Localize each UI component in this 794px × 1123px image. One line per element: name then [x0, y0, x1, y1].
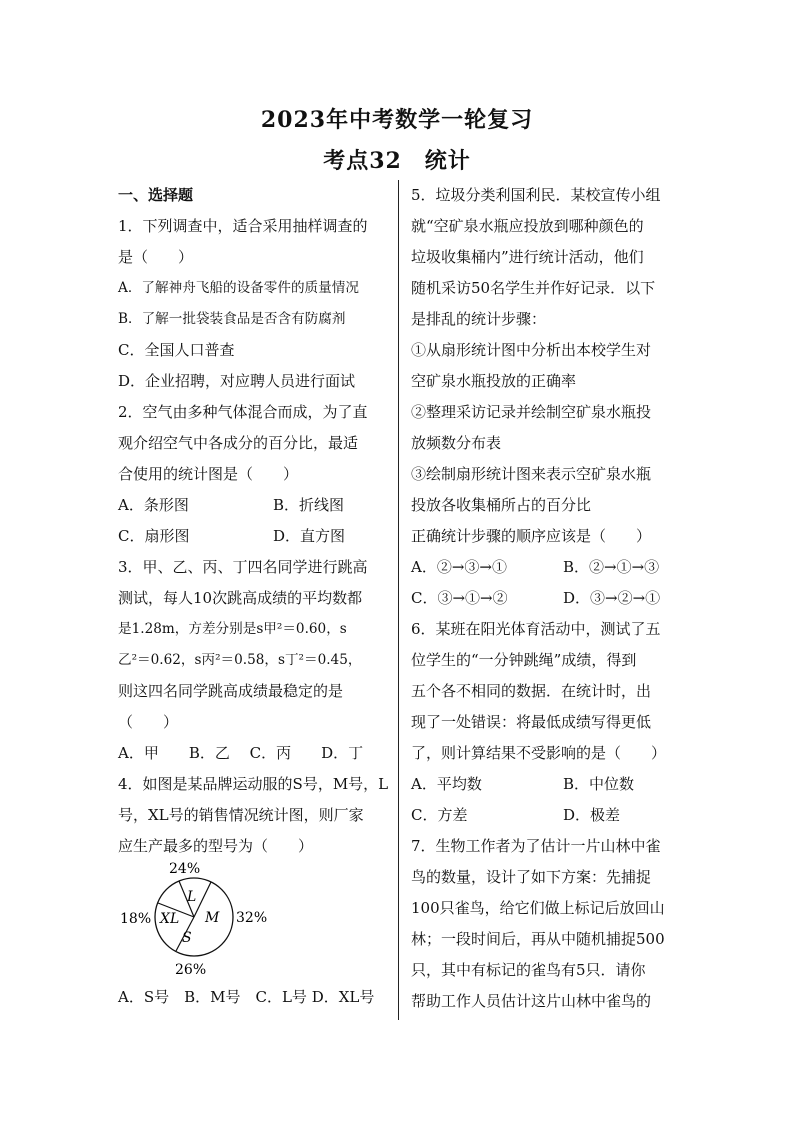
question-4-line: 应生产最多的型号为（ ） [118, 837, 314, 855]
question-6-option-c: C．方差 [411, 806, 468, 824]
pie-label-xl: XL [160, 911, 180, 927]
question-7-line: 100只雀鸟，给它们做上标记后放回山 [411, 899, 665, 917]
question-1-line: 是（ ） [118, 248, 194, 266]
question-6-option-b: B．中位数 [563, 775, 635, 793]
question-6-line: 了，则计算结果不受影响的是（ ） [411, 744, 667, 762]
question-7-line: 7．生物工作者为了估计一片山林中雀 [411, 837, 661, 855]
right-column [411, 180, 686, 1017]
question-3-options: A．甲 B．乙 C．丙 D．丁 [118, 744, 364, 762]
question-5-option-c: C．③→①→② [411, 589, 508, 607]
question-3-line: 乙²＝0.62，s丙²＝0.58，s丁²＝0.45， [118, 652, 362, 668]
question-6-options-row [411, 800, 686, 831]
question-1-option-b: B．了解一批袋装食品是否含有防腐剂 [118, 311, 346, 327]
question-5-step: 投放各收集桶所占的百分比 [411, 496, 592, 514]
question-3-line: （ ） [118, 713, 179, 731]
pie-label-l: L [187, 889, 197, 905]
question-5-line: 5．垃圾分类利国利民．某校宣传小组 [411, 186, 661, 204]
question-2-line: 观介绍空气中各成分的百分比，最适 [118, 434, 359, 452]
question-1-option-a: A．了解神舟飞船的设备零件的质量情况 [118, 280, 359, 296]
question-5-option-d: D．③→②→① [563, 589, 661, 607]
question-6-line: 五个各不相同的数据．在统计时，出 [411, 682, 652, 700]
question-3-line: 是1.28m，方差分别是s甲²＝0.60，s [118, 621, 347, 637]
question-4-line: 4．如图是某品牌运动服的S号，M号，L [118, 775, 389, 793]
question-2-option-c: C．扇形图 [118, 527, 190, 545]
question-5-line: 垃圾收集桶内”进行统计活动，他们 [411, 248, 644, 266]
question-7-line: 帮助工作人员估计这片山林中雀鸟的 [411, 992, 652, 1010]
question-4-options: A．S号 B．M号 C．L号 D．XL号 [118, 988, 375, 1006]
pie-percent-l: 24% [169, 862, 201, 877]
pie-percent-m: 32% [236, 910, 268, 926]
pie-label-s: S [182, 930, 192, 946]
question-2-option-b: B．折线图 [273, 496, 345, 514]
question-5-step: ①从扇形统计图中分析出本校学生对 [411, 341, 652, 359]
question-3-line: 则这四名同学跳高成绩最稳定的是 [118, 682, 344, 700]
question-2-options-row [118, 490, 393, 521]
question-2-line: 2．空气由多种气体混合而成，为了直 [118, 403, 368, 421]
question-7-line: 鸟的数量，设计了如下方案：先捕捉 [411, 868, 652, 886]
question-1-option-d: D．企业招聘，对应聘人员进行面试 [118, 372, 356, 390]
pie-chart [118, 862, 393, 982]
question-5-line: 是排乱的统计步骤： [411, 310, 547, 328]
pie-label-m: M [205, 910, 220, 926]
question-6-options-row [411, 769, 686, 800]
question-5-line: 就“空矿泉水瓶应投放到哪种颜色的 [411, 217, 644, 235]
question-6-line: 6．某班在阳光体育活动中，测试了五 [411, 620, 661, 638]
question-5-step: ③绘制扇形统计图来表示空矿泉水瓶 [411, 465, 652, 483]
page-title: 2023年中考数学一轮复习 [260, 107, 534, 133]
question-5-step: 空矿泉水瓶投放的正确率 [411, 372, 577, 390]
question-6-option-d: D．极差 [563, 806, 621, 824]
question-7-line: 林；一段时间后，再从中随机捕捉500 [411, 930, 665, 948]
question-5-option-a: A．②→③→① [411, 558, 507, 576]
question-1-line: 1．下列调查中，适合采用抽样调查的 [118, 217, 368, 235]
question-5-step: ②整理采访记录并绘制空矿泉水瓶投 [411, 403, 652, 421]
question-5-options-row [411, 552, 686, 583]
question-2-options-row [118, 521, 393, 552]
question-6-option-a: A．平均数 [411, 775, 482, 793]
question-3-line: 3．甲、乙、丙、丁四名同学进行跳高 [118, 558, 368, 576]
pie-percent-xl: 18% [120, 911, 152, 927]
question-6-line: 位学生的“一分钟跳绳”成绩，得到 [411, 651, 637, 669]
question-2-option-a: A．条形图 [118, 496, 189, 514]
pie-percent-s: 26% [175, 962, 207, 978]
question-5-step: 放频数分布表 [411, 434, 502, 452]
column-divider [398, 180, 399, 1020]
section-heading: 一、选择题 [118, 186, 194, 204]
left-column [118, 180, 393, 1013]
question-1-option-c: C．全国人口普查 [118, 341, 235, 359]
question-5-option-b: B．②→①→③ [563, 558, 660, 576]
pie-figure [118, 862, 393, 982]
question-5-line: 随机采访50名学生并作好记录．以下 [411, 279, 656, 297]
question-3-line: 测试，每人10次跳高成绩的平均数都 [118, 589, 363, 607]
question-2-line: 合使用的统计图是（ ） [118, 465, 299, 483]
question-4-line: 号，XL号的销售情况统计图，则厂家 [118, 806, 364, 824]
question-7-line: 只，其中有标记的雀鸟有5只．请你 [411, 961, 646, 979]
question-5-line: 正确统计步骤的顺序应该是（ ） [411, 527, 652, 545]
question-5-options-row [411, 583, 686, 614]
question-6-line: 现了一处错误：将最低成绩写得更低 [411, 713, 652, 731]
question-2-option-d: D．直方图 [273, 527, 346, 545]
page-subtitle: 考点32 统计 [323, 148, 471, 174]
